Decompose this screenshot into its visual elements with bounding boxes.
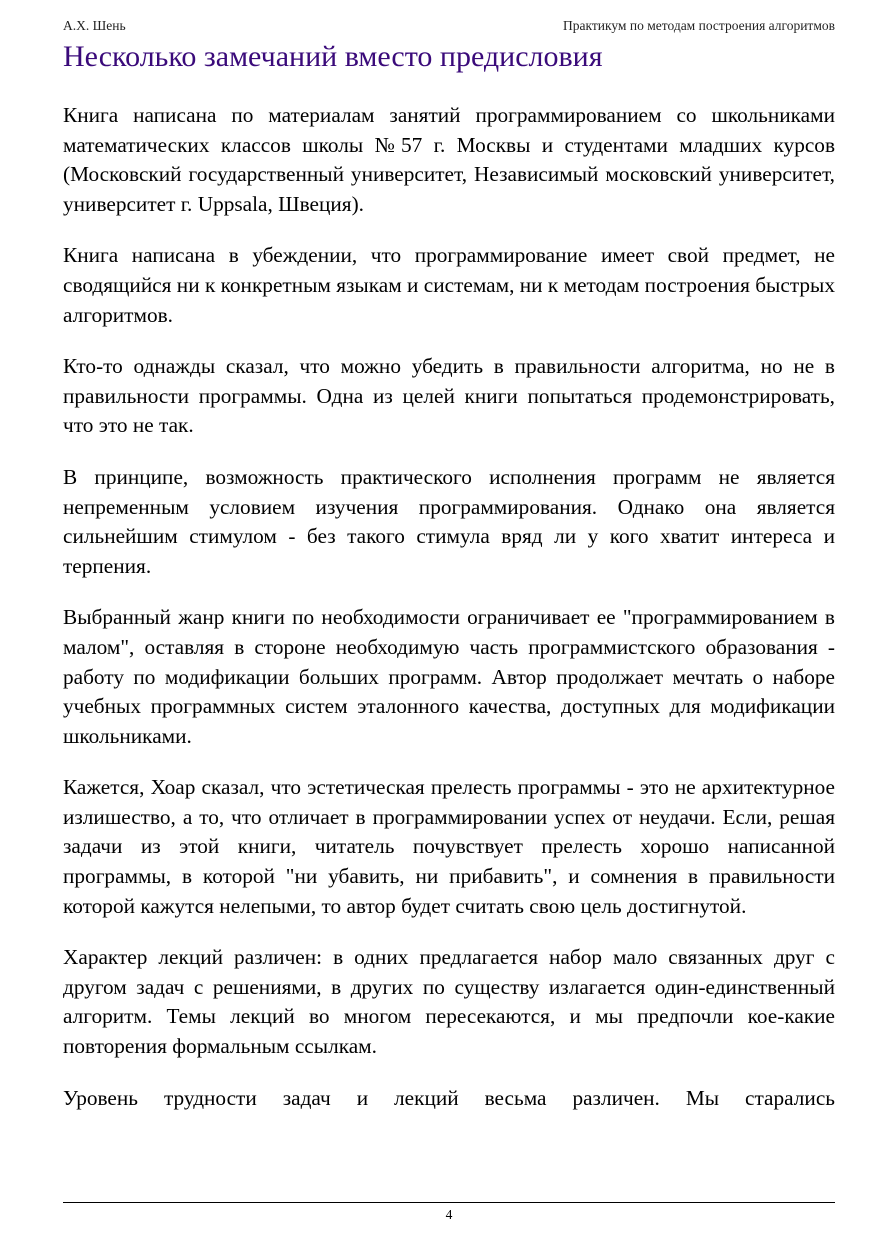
paragraph: Уровень трудности задач и лекций весьма различен. Мы старались: [63, 1085, 835, 1110]
paragraph: Книга написана по материалам занятий программированием со школьниками математических классов школы №57 г. Москвы и студентами младших курсов (Московский государственный университет, Независимый московский университет, университет г. Uppsala, Швеция).: [63, 103, 835, 216]
paragraph: В принципе, возможность практического исполнения программ не является непременным условием изучения программирования. Однако она является сильнейшим стимулом - без такого стимула вряд ли у кого хватит интереса и терпения.: [63, 464, 835, 578]
paragraph: Выбранный жанр книги по необходимости ограничивает ее "программированием в малом", оставляя в стороне необходимую часть программистского образования - работу по модификации больших программ. Автор продолжает мечтать о наборе учебных программных систем эталонного качества, доступных для модификации школьниками.: [63, 605, 835, 748]
footer-divider: [63, 1202, 835, 1203]
paragraph: Кажется, Хоар сказал, что эстетическая прелесть программы - это не архитектурное излишество, а то, что отличает в программировании успех от неудачи. Если, решая задачи из этой книги, читатель почувствует прелесть хорошо написанной программы, в которой "ни убавить, ни прибавить", и сомнения в правильности которой кажутся нелепыми, то автор будет считать свою цель достигнутой.: [63, 775, 835, 918]
paragraph: Характер лекций различен: в одних предлагается набор мало связанных друг с другом задач с решениями, в других по существу излагается один-единственный алгоритм. Темы лекций во многом пересекаются, и мы предпочли кое-какие повторения формальным ссылкам.: [63, 945, 835, 1059]
document-page: [63, 0, 835, 1241]
running-header: [63, 16, 835, 36]
header-book-title: Практикум по методам построения алгоритмов: [563, 18, 835, 33]
body-text: [63, 101, 835, 1113]
paragraph: Кто-то однажды сказал, что можно убедить в правильности алгоритма, но не в правильности программы. Одна из целей книги попытаться продемонстрировать, что это не так.: [63, 354, 835, 438]
page-number: 4: [445, 1207, 453, 1222]
paragraph: Книга написана в убеждении, что программирование имеет свой предмет, не сводящийся ни к конкретным языкам и системам, ни к методам построения быстрых алгоритмов.: [63, 243, 835, 327]
header-author: А.Х. Шень: [63, 18, 126, 33]
chapter-title: Несколько замечаний вместо предисловия: [63, 40, 603, 73]
